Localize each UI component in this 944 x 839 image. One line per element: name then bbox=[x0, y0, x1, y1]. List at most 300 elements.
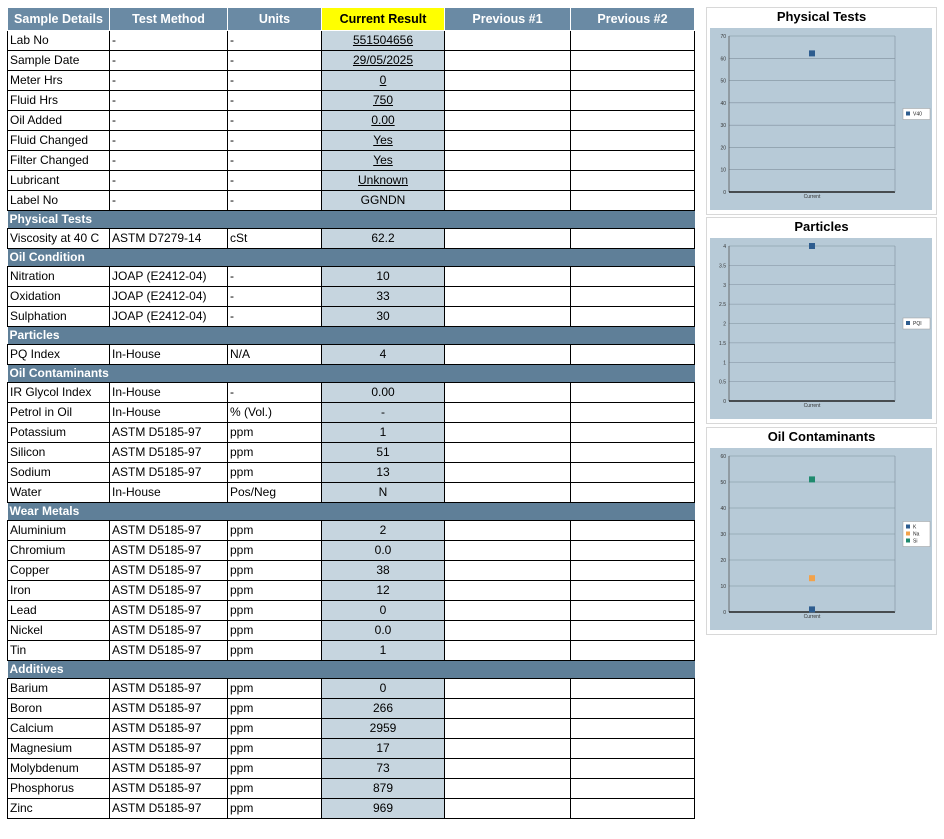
test-method-cell: - bbox=[110, 191, 228, 211]
units-cell: - bbox=[228, 383, 322, 403]
current-result-cell: 0.00 bbox=[322, 383, 445, 403]
section-title: Additives bbox=[8, 661, 695, 679]
test-method-cell: In-House bbox=[110, 345, 228, 365]
test-method-cell: JOAP (E2412-04) bbox=[110, 267, 228, 287]
table-row bbox=[8, 641, 695, 661]
test-method-cell: ASTM D5185-97 bbox=[110, 521, 228, 541]
previous-2-cell bbox=[571, 483, 695, 503]
test-method-cell: - bbox=[110, 51, 228, 71]
test-method-cell: ASTM D5185-97 bbox=[110, 759, 228, 779]
legend-label: Si bbox=[913, 538, 918, 545]
current-result-cell: 1 bbox=[322, 641, 445, 661]
units-cell: ppm bbox=[228, 561, 322, 581]
section-title: Physical Tests bbox=[8, 211, 695, 229]
col-header-units: Units bbox=[228, 8, 322, 31]
table-row bbox=[8, 229, 695, 249]
previous-1-cell bbox=[445, 621, 571, 641]
table-row bbox=[8, 601, 695, 621]
row-label: PQ Index bbox=[8, 345, 110, 365]
col-header-sample-details: Sample Details bbox=[8, 8, 110, 31]
row-label: Petrol in Oil bbox=[8, 403, 110, 423]
x-tick-label: Current bbox=[803, 614, 821, 620]
units-cell: - bbox=[228, 71, 322, 91]
section-header-row bbox=[8, 249, 695, 267]
oil-contaminants-chart bbox=[707, 446, 936, 634]
units-cell: ppm bbox=[228, 641, 322, 661]
previous-2-cell bbox=[571, 403, 695, 423]
test-method-cell: - bbox=[110, 71, 228, 91]
test-method-cell: - bbox=[110, 111, 228, 131]
previous-2-cell bbox=[571, 641, 695, 661]
units-cell: - bbox=[228, 111, 322, 131]
current-result-cell bbox=[322, 91, 445, 111]
previous-2-cell bbox=[571, 521, 695, 541]
current-result-cell: GGNDN bbox=[322, 191, 445, 211]
table-row bbox=[8, 267, 695, 287]
units-cell: - bbox=[228, 131, 322, 151]
units-cell: ppm bbox=[228, 699, 322, 719]
previous-1-cell bbox=[445, 679, 571, 699]
col-header-current-result: Current Result bbox=[322, 8, 445, 31]
test-method-cell: In-House bbox=[110, 383, 228, 403]
section-header-row bbox=[8, 327, 695, 345]
previous-1-cell bbox=[445, 111, 571, 131]
y-tick-label: 2 bbox=[723, 321, 726, 328]
test-method-cell: In-House bbox=[110, 403, 228, 423]
test-method-cell: ASTM D5185-97 bbox=[110, 463, 228, 483]
current-result-cell bbox=[322, 51, 445, 71]
test-method-cell: ASTM D5185-97 bbox=[110, 621, 228, 641]
test-method-cell: - bbox=[110, 131, 228, 151]
current-result-cell: 10 bbox=[322, 267, 445, 287]
current-result-cell: 17 bbox=[322, 739, 445, 759]
current-result-link[interactable]: 551504656 bbox=[352, 33, 414, 47]
row-label: Barium bbox=[8, 679, 110, 699]
y-tick-label: 30 bbox=[720, 123, 726, 130]
test-method-cell: - bbox=[110, 31, 228, 51]
legend-label: V40 bbox=[913, 111, 922, 118]
row-label: Silicon bbox=[8, 443, 110, 463]
y-tick-label: 10 bbox=[720, 584, 726, 590]
chart-background bbox=[710, 448, 932, 630]
y-tick-label: 4 bbox=[723, 244, 726, 250]
y-tick-label: 3 bbox=[723, 282, 726, 289]
previous-1-cell bbox=[445, 51, 571, 71]
row-label: Iron bbox=[8, 581, 110, 601]
current-result-cell: N bbox=[322, 483, 445, 503]
previous-2-cell bbox=[571, 91, 695, 111]
previous-2-cell bbox=[571, 621, 695, 641]
table-row bbox=[8, 191, 695, 211]
table-row bbox=[8, 739, 695, 759]
y-tick-label: 10 bbox=[720, 167, 726, 174]
legend-swatch bbox=[906, 321, 910, 325]
test-method-cell: ASTM D5185-97 bbox=[110, 699, 228, 719]
legend-swatch bbox=[906, 532, 910, 536]
test-method-cell: ASTM D5185-97 bbox=[110, 541, 228, 561]
row-label: Sulphation bbox=[8, 307, 110, 327]
test-method-cell: ASTM D5185-97 bbox=[110, 719, 228, 739]
row-label: Calcium bbox=[8, 719, 110, 739]
table-row bbox=[8, 307, 695, 327]
previous-2-cell bbox=[571, 345, 695, 365]
previous-1-cell bbox=[445, 423, 571, 443]
units-cell: - bbox=[228, 287, 322, 307]
table-row bbox=[8, 423, 695, 443]
test-method-cell: ASTM D5185-97 bbox=[110, 739, 228, 759]
row-label: Copper bbox=[8, 561, 110, 581]
units-cell: ppm bbox=[228, 581, 322, 601]
units-cell: ppm bbox=[228, 621, 322, 641]
row-label: Lab No bbox=[8, 31, 110, 51]
y-tick-label: 0 bbox=[723, 190, 726, 196]
table-row bbox=[8, 483, 695, 503]
previous-2-cell bbox=[571, 561, 695, 581]
results-body bbox=[8, 31, 695, 819]
previous-2-cell bbox=[571, 719, 695, 739]
previous-1-cell bbox=[445, 383, 571, 403]
current-result-cell: 2959 bbox=[322, 719, 445, 739]
row-label: Sample Date bbox=[8, 51, 110, 71]
row-label: IR Glycol Index bbox=[8, 383, 110, 403]
test-method-cell: ASTM D7279-14 bbox=[110, 229, 228, 249]
section-header-row bbox=[8, 211, 695, 229]
table-row bbox=[8, 31, 695, 51]
particles-chart bbox=[707, 236, 936, 423]
previous-2-cell bbox=[571, 779, 695, 799]
legend-label: PQI bbox=[913, 321, 922, 327]
previous-1-cell bbox=[445, 759, 571, 779]
current-result-cell: 62.2 bbox=[322, 229, 445, 249]
current-result-cell: 266 bbox=[322, 699, 445, 719]
row-label: Meter Hrs bbox=[8, 71, 110, 91]
previous-1-cell bbox=[445, 779, 571, 799]
test-method-cell: ASTM D5185-97 bbox=[110, 641, 228, 661]
row-label: Potassium bbox=[8, 423, 110, 443]
table-row bbox=[8, 561, 695, 581]
current-result-cell: 73 bbox=[322, 759, 445, 779]
units-cell: ppm bbox=[228, 739, 322, 759]
units-cell: Pos/Neg bbox=[228, 483, 322, 503]
legend-swatch bbox=[906, 539, 910, 543]
data-point bbox=[809, 50, 815, 56]
row-label: Lubricant bbox=[8, 171, 110, 191]
table-row bbox=[8, 287, 695, 307]
col-header-previous-2: Previous #2 bbox=[571, 8, 695, 31]
previous-1-cell bbox=[445, 345, 571, 365]
previous-2-cell bbox=[571, 799, 695, 819]
legend-label: Na bbox=[913, 531, 920, 538]
chart-background bbox=[710, 28, 932, 210]
current-result-cell bbox=[322, 171, 445, 191]
table-row bbox=[8, 111, 695, 131]
legend-swatch bbox=[906, 525, 910, 529]
current-result-cell: - bbox=[322, 403, 445, 423]
y-tick-label: 0.5 bbox=[719, 379, 726, 386]
row-label: Oil Added bbox=[8, 111, 110, 131]
row-label: Tin bbox=[8, 641, 110, 661]
previous-1-cell bbox=[445, 581, 571, 601]
previous-1-cell bbox=[445, 463, 571, 483]
test-method-cell: ASTM D5185-97 bbox=[110, 779, 228, 799]
current-result-cell: 38 bbox=[322, 561, 445, 581]
previous-1-cell bbox=[445, 799, 571, 819]
previous-1-cell bbox=[445, 541, 571, 561]
table-row bbox=[8, 759, 695, 779]
current-result-cell: 0 bbox=[322, 601, 445, 621]
results-table bbox=[7, 7, 695, 819]
table-row bbox=[8, 779, 695, 799]
test-method-cell: ASTM D5185-97 bbox=[110, 581, 228, 601]
row-label: Filter Changed bbox=[8, 151, 110, 171]
previous-2-cell bbox=[571, 51, 695, 71]
previous-1-cell bbox=[445, 699, 571, 719]
x-tick-label: Current bbox=[803, 403, 821, 409]
previous-2-cell bbox=[571, 111, 695, 131]
section-header-row bbox=[8, 365, 695, 383]
table-row bbox=[8, 151, 695, 171]
units-cell: ppm bbox=[228, 521, 322, 541]
header-row bbox=[8, 8, 695, 31]
current-result-cell bbox=[322, 151, 445, 171]
y-tick-label: 0 bbox=[723, 399, 726, 405]
current-result-cell bbox=[322, 131, 445, 151]
current-result-link[interactable]: 0 bbox=[379, 73, 387, 87]
test-method-cell: ASTM D5185-97 bbox=[110, 601, 228, 621]
test-method-cell: ASTM D5185-97 bbox=[110, 443, 228, 463]
previous-2-cell bbox=[571, 383, 695, 403]
test-method-cell: In-House bbox=[110, 483, 228, 503]
current-result-link[interactable]: Yes bbox=[373, 153, 393, 167]
row-label: Oxidation bbox=[8, 287, 110, 307]
units-cell: ppm bbox=[228, 423, 322, 443]
y-tick-label: 70 bbox=[720, 34, 726, 40]
row-label: Sodium bbox=[8, 463, 110, 483]
previous-1-cell bbox=[445, 719, 571, 739]
table-row bbox=[8, 541, 695, 561]
table-row bbox=[8, 581, 695, 601]
previous-1-cell bbox=[445, 131, 571, 151]
units-cell: - bbox=[228, 171, 322, 191]
previous-1-cell bbox=[445, 443, 571, 463]
current-result-cell: 879 bbox=[322, 779, 445, 799]
previous-1-cell bbox=[445, 403, 571, 423]
current-result-link[interactable]: 750 bbox=[372, 93, 394, 107]
current-result-link[interactable]: 29/05/2025 bbox=[352, 53, 414, 67]
previous-2-cell bbox=[571, 679, 695, 699]
table-row bbox=[8, 521, 695, 541]
y-tick-label: 1.5 bbox=[719, 340, 726, 347]
previous-2-cell bbox=[571, 759, 695, 779]
units-cell: - bbox=[228, 307, 322, 327]
row-label: Fluid Changed bbox=[8, 131, 110, 151]
current-result-cell: 0 bbox=[322, 679, 445, 699]
col-header-previous-1: Previous #1 bbox=[445, 8, 571, 31]
units-cell: - bbox=[228, 267, 322, 287]
current-result-cell: 12 bbox=[322, 581, 445, 601]
previous-2-cell bbox=[571, 287, 695, 307]
row-label: Phosphorus bbox=[8, 779, 110, 799]
units-cell: ppm bbox=[228, 463, 322, 483]
section-header-row bbox=[8, 661, 695, 679]
physical-tests-chart bbox=[707, 26, 936, 214]
data-point bbox=[809, 575, 815, 581]
current-result-cell: 33 bbox=[322, 287, 445, 307]
current-result-cell: 13 bbox=[322, 463, 445, 483]
y-tick-label: 20 bbox=[720, 145, 726, 152]
chart-title: Particles bbox=[794, 219, 849, 234]
previous-2-cell bbox=[571, 131, 695, 151]
oil-contaminants-chart-panel bbox=[706, 427, 937, 635]
row-label: Magnesium bbox=[8, 739, 110, 759]
table-row bbox=[8, 403, 695, 423]
y-tick-label: 0 bbox=[723, 610, 726, 616]
y-tick-label: 40 bbox=[720, 100, 726, 107]
previous-2-cell bbox=[571, 541, 695, 561]
section-title: Particles bbox=[8, 327, 695, 345]
previous-1-cell bbox=[445, 307, 571, 327]
table-row bbox=[8, 51, 695, 71]
current-result-cell: 4 bbox=[322, 345, 445, 365]
current-result-cell bbox=[322, 111, 445, 131]
y-tick-label: 60 bbox=[720, 56, 726, 63]
previous-2-cell bbox=[571, 423, 695, 443]
test-method-cell: ASTM D5185-97 bbox=[110, 561, 228, 581]
units-cell: cSt bbox=[228, 229, 322, 249]
section-title: Wear Metals bbox=[8, 503, 695, 521]
table-row bbox=[8, 71, 695, 91]
data-point bbox=[809, 243, 815, 249]
units-cell: ppm bbox=[228, 799, 322, 819]
table-row bbox=[8, 171, 695, 191]
current-result-cell: 0.0 bbox=[322, 541, 445, 561]
test-method-cell: ASTM D5185-97 bbox=[110, 679, 228, 699]
legend-label: K bbox=[913, 524, 917, 531]
table-row bbox=[8, 799, 695, 819]
previous-1-cell bbox=[445, 739, 571, 759]
row-label: Fluid Hrs bbox=[8, 91, 110, 111]
previous-1-cell bbox=[445, 91, 571, 111]
previous-1-cell bbox=[445, 191, 571, 211]
row-label: Chromium bbox=[8, 541, 110, 561]
test-method-cell: ASTM D5185-97 bbox=[110, 799, 228, 819]
previous-1-cell bbox=[445, 151, 571, 171]
particles-chart-panel bbox=[706, 217, 937, 424]
previous-1-cell bbox=[445, 483, 571, 503]
test-method-cell: ASTM D5185-97 bbox=[110, 423, 228, 443]
y-tick-label: 40 bbox=[720, 506, 726, 512]
y-tick-label: 2.5 bbox=[719, 302, 726, 309]
table-row bbox=[8, 383, 695, 403]
previous-2-cell bbox=[571, 151, 695, 171]
chart-title: Physical Tests bbox=[776, 9, 867, 24]
previous-2-cell bbox=[571, 307, 695, 327]
previous-2-cell bbox=[571, 699, 695, 719]
current-result-cell bbox=[322, 31, 445, 51]
row-label: Viscosity at 40 C bbox=[8, 229, 110, 249]
current-result-cell: 969 bbox=[322, 799, 445, 819]
previous-1-cell bbox=[445, 229, 571, 249]
previous-2-cell bbox=[571, 71, 695, 91]
units-cell: N/A bbox=[228, 345, 322, 365]
units-cell: - bbox=[228, 151, 322, 171]
row-label: Lead bbox=[8, 601, 110, 621]
row-label: Aluminium bbox=[8, 521, 110, 541]
previous-1-cell bbox=[445, 71, 571, 91]
previous-1-cell bbox=[445, 287, 571, 307]
table-row bbox=[8, 131, 695, 151]
table-row bbox=[8, 345, 695, 365]
data-point bbox=[809, 606, 815, 612]
units-cell: - bbox=[228, 91, 322, 111]
current-result-cell: 51 bbox=[322, 443, 445, 463]
table-row bbox=[8, 719, 695, 739]
section-header-row bbox=[8, 503, 695, 521]
previous-2-cell bbox=[571, 229, 695, 249]
y-tick-label: 3.5 bbox=[719, 263, 726, 270]
y-tick-label: 50 bbox=[720, 78, 726, 85]
table-row bbox=[8, 91, 695, 111]
units-cell: ppm bbox=[228, 779, 322, 799]
col-header-test-method: Test Method bbox=[110, 8, 228, 31]
table-row bbox=[8, 443, 695, 463]
test-method-cell: - bbox=[110, 171, 228, 191]
row-label: Boron bbox=[8, 699, 110, 719]
units-cell: - bbox=[228, 51, 322, 71]
units-cell: ppm bbox=[228, 759, 322, 779]
row-label: Label No bbox=[8, 191, 110, 211]
current-result-cell: 2 bbox=[322, 521, 445, 541]
current-result-cell: 30 bbox=[322, 307, 445, 327]
previous-1-cell bbox=[445, 561, 571, 581]
previous-1-cell bbox=[445, 641, 571, 661]
current-result-link[interactable]: 0.00 bbox=[371, 113, 395, 127]
previous-2-cell bbox=[571, 601, 695, 621]
previous-1-cell bbox=[445, 171, 571, 191]
units-cell: - bbox=[228, 31, 322, 51]
x-tick-label: Current bbox=[803, 194, 821, 200]
y-tick-label: 30 bbox=[720, 532, 726, 538]
y-tick-label: 1 bbox=[723, 360, 726, 367]
current-result-cell: 0.0 bbox=[322, 621, 445, 641]
units-cell: ppm bbox=[228, 601, 322, 621]
previous-1-cell bbox=[445, 601, 571, 621]
section-title: Oil Contaminants bbox=[8, 365, 695, 383]
row-label: Zinc bbox=[8, 799, 110, 819]
previous-2-cell bbox=[571, 191, 695, 211]
current-result-link[interactable]: Yes bbox=[373, 133, 393, 147]
test-method-cell: JOAP (E2412-04) bbox=[110, 287, 228, 307]
row-label: Molybdenum bbox=[8, 759, 110, 779]
previous-2-cell bbox=[571, 739, 695, 759]
physical-tests-chart-panel bbox=[706, 7, 937, 215]
current-result-cell bbox=[322, 71, 445, 91]
previous-1-cell bbox=[445, 521, 571, 541]
row-label: Nickel bbox=[8, 621, 110, 641]
previous-1-cell bbox=[445, 267, 571, 287]
table-row bbox=[8, 621, 695, 641]
y-tick-label: 20 bbox=[720, 558, 726, 564]
current-result-link[interactable]: Unknown bbox=[357, 173, 409, 187]
section-title: Oil Condition bbox=[8, 249, 695, 267]
previous-2-cell bbox=[571, 581, 695, 601]
previous-1-cell bbox=[445, 31, 571, 51]
data-point bbox=[809, 476, 815, 482]
y-tick-label: 50 bbox=[720, 480, 726, 486]
test-method-cell: - bbox=[110, 91, 228, 111]
previous-2-cell bbox=[571, 463, 695, 483]
units-cell: - bbox=[228, 191, 322, 211]
